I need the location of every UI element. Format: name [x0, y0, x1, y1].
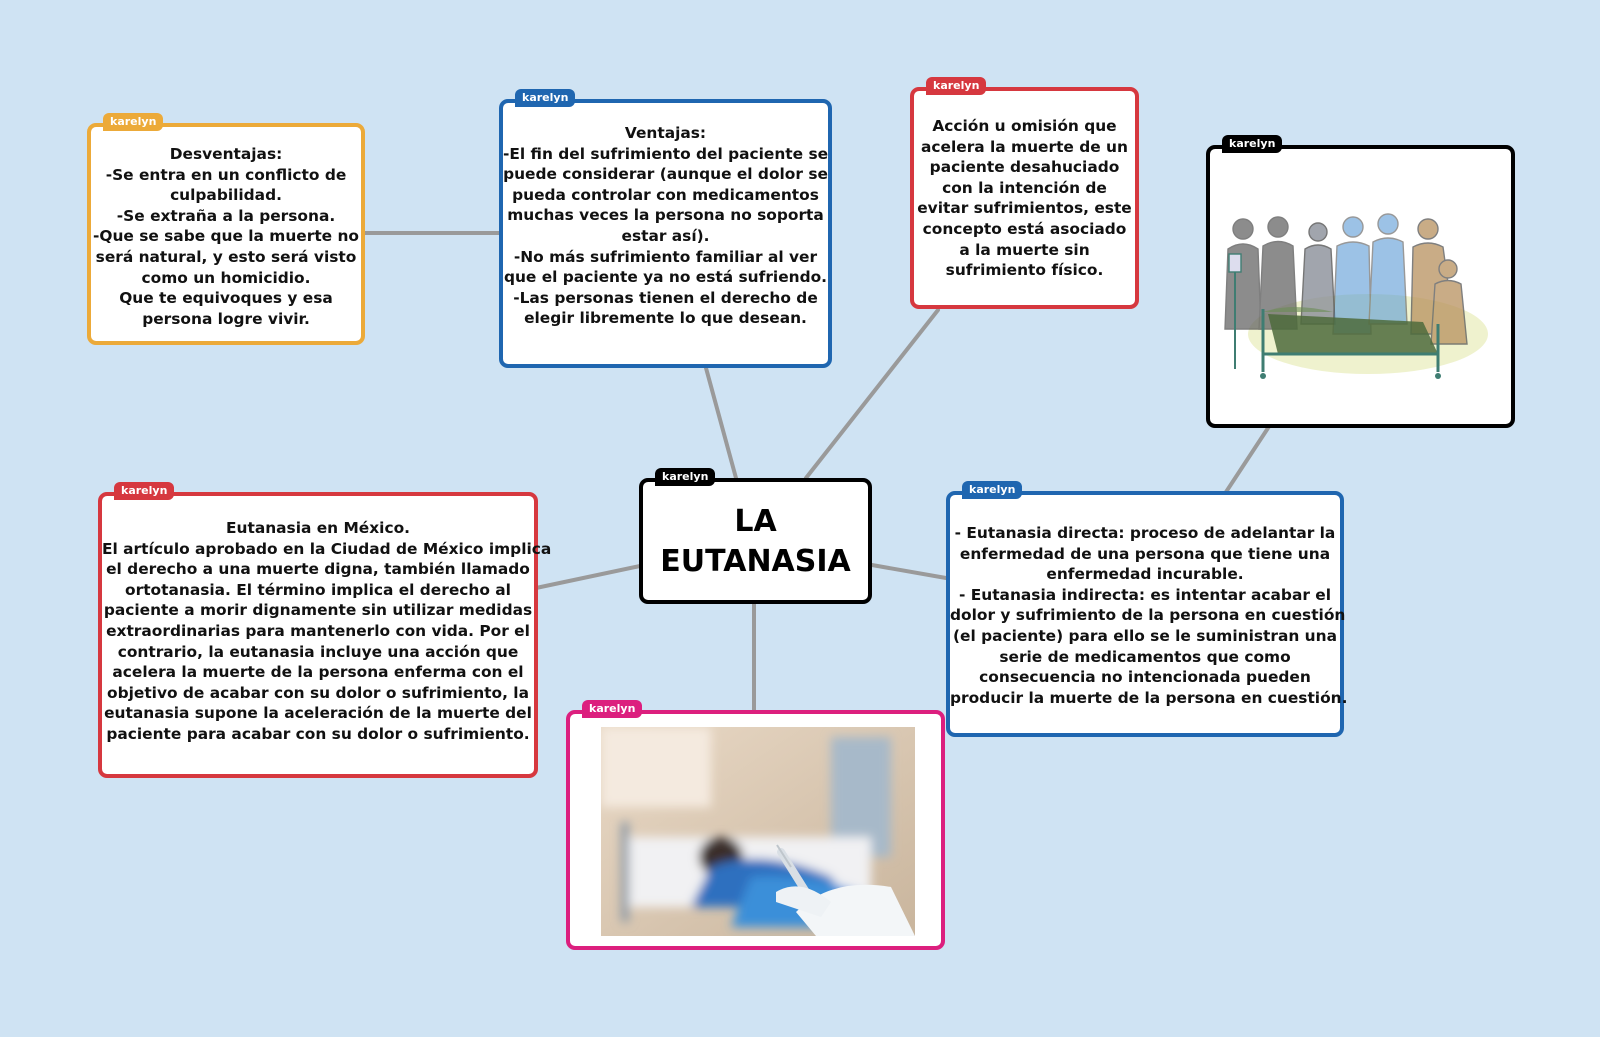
- author-tag: karelyn: [926, 77, 986, 95]
- author-tag: karelyn: [962, 481, 1022, 499]
- node-illustration[interactable]: [1206, 137, 1515, 428]
- patient-syringe-photo: [601, 727, 915, 936]
- advantages-text: Ventajas: -El fin del sufrimiento del paciente se puede considerar (aunque el dolor se pueda controlar con medicamentos muchas veces la persona no soporta estar así). -No más sufrimiento familiar al ver que el paciente ya no está sufriendo. -Las personas tienen el derecho de elegir libremente lo que desean.: [503, 124, 829, 328]
- connector-image-right-types: [1226, 425, 1270, 492]
- author-tag: karelyn: [655, 468, 715, 486]
- connector-mexico-central: [536, 566, 640, 588]
- author-tag: karelyn: [515, 89, 575, 107]
- hospital-bed-family-illustration: [1223, 194, 1503, 404]
- author-tag: karelyn: [1222, 135, 1282, 153]
- central-title: LA EUTANASIA: [660, 504, 851, 579]
- node-photo[interactable]: [566, 702, 945, 950]
- definition-text: Acción u omisión que acelera la muerte de un paciente desahuciado con la intención de evitar sufrimientos, este concepto está asociado a la muerte sin sufrimiento físico.: [917, 117, 1132, 280]
- author-tag: karelyn: [114, 482, 174, 500]
- author-tag: karelyn: [103, 113, 163, 131]
- disadvantages-text: Desventajas: -Se entra en un conflicto de culpabilidad. -Se extraña a la persona. -Que se sabe que la muerte no será natural, y esto será visto como un homicidio. Que te equivoques y esa persona logre vivir.: [92, 145, 360, 328]
- node-disadvantages[interactable]: [87, 115, 365, 345]
- node-types[interactable]: [946, 483, 1348, 737]
- author-tag: karelyn: [582, 700, 642, 718]
- node-central[interactable]: [639, 470, 872, 604]
- node-definition[interactable]: [910, 79, 1139, 309]
- node-mexico[interactable]: [98, 484, 552, 778]
- connector-advantages-central: [706, 368, 736, 478]
- node-advantages[interactable]: [499, 91, 832, 368]
- mexico-text: Eutanasia en México. El artículo aprobado en la Ciudad de México implica el derecho a una muerte digna, también llamado ortotanasia. El término implica el derecho al paciente a morir dignamente sin utilizar medidas extraordinarias para mantenerlo con vida. Por el contrario, la eutanasia incluye una acción que acelera la muerte de la persona enferma con el objetivo de acabar con su dolor o sufrimiento, la eutanasia supone la aceleración de la muerte del paciente para acabar con su dolor o sufrimiento.: [102, 519, 552, 743]
- connector-central-types: [872, 565, 946, 578]
- types-text: - Eutanasia directa: proceso de adelantar la enfermedad de una persona que tiene una enfermedad incurable. - Eutanasia indirecta: es intentar acabar el dolor y sufrimiento de la persona en cuestión (el paciente) para ello se le suministran una serie de medicamentos que como consecuencia no intencionada pueden producir la muerte de la persona en cuestión.: [950, 524, 1348, 707]
